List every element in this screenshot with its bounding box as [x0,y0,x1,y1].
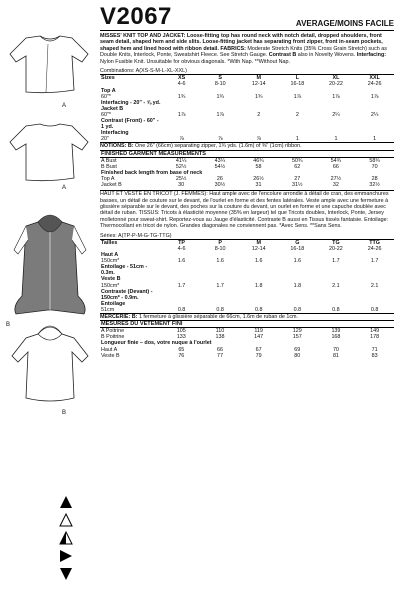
fr-finished-bust-row-label: B Poitrine [101,334,125,341]
drawing-label-b2: B [62,410,67,416]
en-yardage-row-label: 60"* [101,111,112,118]
en-finished-length-row-value: 31 [255,182,262,189]
difficulty-label: AVERAGE/MOINS FACILE [295,19,394,28]
fr-finished-bust-row-label: A Poitrine [101,328,125,335]
fr-size-number: 16-18 [290,245,305,252]
fr-yardage-row-value [317,289,356,301]
en-finished-bust-row-value: 58 [255,163,262,170]
en-yardage-row-value: 1¾ [216,93,224,100]
en-size-letter: L [295,75,300,82]
fr-finished-bust-row-value: 110 [215,328,225,335]
en-yardage-row-value: 1¾ [255,93,263,100]
en-yardage-row-label: Interfacing [101,130,129,137]
fr-yardage-row-value: 1.7 [370,258,379,265]
en-size-number: 20-22 [329,81,343,88]
fr-yardage-row-value: 1.6 [216,258,224,265]
triangle-down-icon [58,566,74,582]
en-yardage-row-value: 2 [257,111,261,118]
fr-yardage-row-label: Haut A [101,252,119,259]
en-finished-length-row-value: 32½ [369,182,380,189]
en-finished-back-title: Finished back length from base of neck [101,169,203,176]
en-size-letter: XS [178,75,186,82]
finished-table-fr [100,328,394,358]
fr-yardage-row-label: Contraste (Devant) - 150cm* - 0.9m. [101,288,153,301]
fr-yardage-row-value [239,289,278,301]
en-yardage-row-value: 1⅞ [370,93,379,100]
fr-size-letter: G [295,239,300,246]
en-yardage-row-value [278,118,317,130]
fr-yardage-row-value: 1.6 [177,258,186,265]
fr-yardage-row-value [317,264,356,276]
fr-yardage-row [100,264,394,276]
fr-finished-bust-row-value: 149 [370,328,380,335]
fr-size-letters-row [100,239,394,246]
fr-size-letter: TTG [369,239,380,246]
fr-yardage-row-value [278,264,317,276]
notions-en-text: One 26" (66cm) separating zipper, 1¾ yds. (1.6m) of ⅜" (1cm) ribbon. [135,143,302,150]
fr-yardage-row-value: 1.6 [293,258,302,265]
interfacing-label: Interfacing: [356,52,387,59]
fr-yardage-row-value: 0.8 [216,306,224,313]
en-finished-length-row-value: 27 [294,175,301,182]
en-finished-length-row-value: 26 [216,175,223,182]
notions-fr-label: MERCERIE: B: [100,313,138,320]
notions-fr [100,313,394,320]
en-yardage-row-value: 2 [295,111,299,118]
finished-measurements-fr-title: MESURES DU VÊTEMENT FINI [100,320,394,328]
line-drawings [0,0,100,600]
en-finished-bust-row-value: 54¾ [330,157,342,164]
en-finished-bust-row-value: 46¾ [253,157,264,164]
en-yardage-row-value: 1 [295,136,299,143]
notions-en [100,142,394,149]
fr-finished-length-row-value: 69 [294,346,301,353]
en-yardage-row-value: 1⅞ [332,93,340,100]
fr-finished-bust-row-value: 133 [176,334,186,341]
en-yardage-row-value: 1¾ [177,93,186,100]
en-finished-length-row-value: 30½ [214,182,226,189]
triangle-half-icon [58,530,74,546]
notions-fr-text: 1 fermeture à glissière séparable de 66cm, 1.6m de ruban de 1cm. [138,313,299,320]
en-finished-length-row-value: 27½ [330,175,342,182]
description-fr: HAUT ET VESTE EN TRICOT (J. FEMMES): Haut ample avec de l'encolure arrondie à détail de cran, des emmanchures basses, un détail de couture sur le devant, de l'ourlet en forme et des fentes latérales. Veste ample avec une fermeture à glissière séparable sur le devant, des poches sur la couture du devant, un ourlet en forme et une capuche doublée avec détail de ruban. TISSUS: Tricots à élasticité moyenne (35% en largeur) tel que Tricots doubles, Interlock, Ponte, Jersey molletonné pour sweat-shirt. Reportez-vous au Jauge d'élasticité. Contraste B aussi en Tissus tissés fantaisie. Entoilage: Thermocollant en tricot de nylon. Grandes diagonales ne conviennent pas. *Avec Sens. **Sans Sens. [100,190,394,229]
en-size-letter: XXL [369,75,380,82]
en-yardage-row-value: 1 [373,136,377,143]
fr-finished-bust-row-value: 138 [215,334,225,341]
en-yardage-row-value [317,118,356,130]
en-yardage-row-value: ⅞ [179,136,184,143]
en-finished-bust-row-value: 70 [371,163,378,170]
contrast-label: Contrast B [268,52,297,59]
fr-finished-length-row-value: 67 [255,346,262,353]
fr-size-number: 12-14 [251,245,266,252]
en-finished-bust-row-value: 58¾ [369,157,380,164]
en-size-letters-row [100,75,394,82]
fr-finished-length-row-value: 71 [371,346,378,353]
en-finished-bust-row-value: 41¼ [175,157,187,164]
en-yardage-row-value: 1⅞ [177,111,186,118]
en-finished-bust-row-value: 52½ [175,163,187,170]
fr-finished-bust-row-value: 119 [254,328,263,335]
en-size-letter: XL [332,75,340,82]
fr-finished-length-row-value: 65 [178,346,185,353]
fr-finished-length-row-value: 80 [294,352,301,359]
en-finished-length-row [100,182,394,188]
triangle-outline-icon [58,512,74,528]
fr-finished-bust-row-value: 178 [370,334,380,341]
en-finished-bust-row-value: 50¾ [291,157,303,164]
fr-yardage-row-value: 0.8 [177,306,186,313]
finished-measurements-en-title: FINISHED GARMENT MEASUREMENTS [100,150,394,158]
en-size-number: 24-26 [367,81,382,88]
fr-yardage-row-value: 0.8 [293,306,302,313]
fr-yardage-row-value [162,289,201,301]
en-size-number: 16-18 [290,81,305,88]
jacket-b-front-drawing [2,210,98,320]
instructions-panel [100,2,394,359]
jacket-b-back-drawing [2,322,98,412]
en-finished-length-row-label: Top A [101,175,115,182]
combinations-fr: Séries: A(TP-P-M-G-TG-TTG) [100,232,172,239]
en-finished-length-row-label: Jacket B [101,182,122,189]
en-yardage-row-value: 2¼ [370,111,379,118]
en-yardage-row-value: 1⅞ [293,93,302,100]
fr-yardage-row-value: 2.1 [332,282,340,289]
fr-size-letter: M [256,239,261,246]
en-finished-length-row-value: 26½ [253,175,264,182]
stretch-gauge-icons [58,494,80,584]
fr-yardage-row-value: 1.6 [254,258,263,265]
en-size-number: 8-10 [214,81,226,88]
description-en-text: MISSES' KNIT TOP AND JACKET: Loose-fitting top has round neck with notch detail, dropped shoulders, front seam detail, shaped hem and side slits. Loose-fitting jacket has separating front zipper, front in-seam pockets, shaped hem and lined hood with ribbon detail. [100,33,383,52]
en-yardage-row-value: 2¼ [332,111,340,118]
en-finished-bust-row-label: A Bust [101,157,117,164]
fr-yardage-row-value [162,264,201,276]
fr-finished-length-row-label: Veste B [101,352,120,359]
en-yardage-row-label: Contrast (Front) - 60" - 1 yd. [101,117,159,131]
yardage-table-en [100,74,394,142]
fr-finished-length-row-value: 76 [178,352,185,359]
en-yardage-row-label: Jacket B [101,105,124,112]
drawing-label-a2: A [62,185,67,191]
en-finished-bust-row-value: 66 [332,163,339,170]
fr-yardage-row-value [355,264,394,276]
fr-finished-length-row-label: Haut A [101,346,118,353]
en-yardage-row-value: ⅞ [256,136,262,143]
en-yardage-row-value: 1⅞ [216,111,224,118]
fr-yardage-row-value: 1.7 [177,282,186,289]
fr-yardage-row-value: 1.7 [332,258,340,265]
en-size-letter: M [256,75,262,82]
fr-size-letter: TG [332,239,340,246]
en-size-number: 4-6 [177,81,186,88]
en-yardage-row-value [201,118,240,130]
en-finished-length-row-value: 28 [371,175,378,182]
drawing-label-a1: A [62,103,67,109]
fr-size-letter: TP [178,239,186,246]
en-yardage-row-label: Interfacing - 20" - ⅝ yd. [101,99,161,106]
en-size-number: 12-14 [251,81,266,88]
en-finished-bust-row-label: B Bust [101,163,117,170]
fr-sizes-label: Tailles [101,239,118,246]
en-sizes-label: Sizes [101,75,115,82]
fr-finished-back-title: Longueur finie – dos, votre nuque à l'ourlet [101,340,212,347]
fr-finished-bust-row-value: 129 [292,328,302,335]
fr-finished-length-row-value: 81 [332,352,339,359]
fabrics-text: Moderate Stretch Knits (35% Cross Grain Stretch) such as Double Knits, Interlock, Ponte, Sweatshirt Fleece. See Stretch Gauge. [100,45,387,59]
contrast-text: also in Novelty Wovens. [297,52,356,59]
interfacing-text: Nylon Fusible Knit. Unsuitable for obvious diagonals. *With Nap. **Without Nap. [100,58,290,65]
fr-finished-length-row-value: 83 [371,352,378,359]
fr-size-number: 4-6 [177,245,186,252]
fr-size-letter: P [218,239,222,246]
fr-yardage-row-value: 0.8 [254,306,263,313]
en-finished-bust-row-value: 54½ [214,163,226,170]
fr-finished-length-row-value: 77 [216,352,223,359]
en-finished-bust-row-value: 62 [294,163,301,170]
fr-yardage-row-value: 1.8 [293,282,302,289]
fr-yardage-row-label: 51cm [101,306,115,313]
en-yardage-row-value: 1 [334,136,338,143]
en-yardage-row [100,118,394,130]
fr-yardage-row-value: 0.8 [332,306,340,313]
fr-finished-bust-row-value: 105 [176,328,186,335]
triangle-up-icon [58,494,74,510]
en-finished-length-row-value: 25½ [175,175,187,182]
page-header [100,2,394,31]
fr-size-number: 8-10 [214,245,226,252]
fr-finished-bust-row-value: 139 [331,328,341,335]
en-yardage-row-value [355,118,394,130]
fr-finished-length-row-value: 66 [216,346,223,353]
fr-yardage-row-value: 1.8 [254,282,263,289]
triangle-right-icon [58,548,74,564]
fr-yardage-row-value [278,289,317,301]
en-yardage-row-label: Top A [101,87,116,94]
en-yardage-row-label: 60"* [101,93,112,100]
fr-yardage-row-label: 150cm* [101,258,120,265]
en-finished-length-row-value: 31½ [291,182,303,189]
fr-finished-length-row-value: 70 [332,346,339,353]
en-size-letter: S [218,75,223,82]
fr-yardage-row-value: 1.7 [216,282,224,289]
fr-yardage-row-value: 2.1 [370,282,379,289]
fr-size-number: 24-26 [367,245,382,252]
top-a-back-drawing [2,118,98,188]
drawing-label-b1: B [6,322,11,328]
en-finished-length-row-value: 32 [332,182,339,189]
fr-yardage-row-value [201,289,240,301]
fr-finished-length-row [100,353,394,359]
fr-yardage-row-value [239,264,278,276]
fr-finished-length-row-value: 79 [255,352,262,359]
fr-yardage-row-label: Veste B [101,276,121,283]
combinations-en: Combinations: A(XS-S-M-L-XL-XXL) [100,68,187,75]
en-yardage-row-value [162,118,201,130]
fr-yardage-row-value [355,289,394,301]
en-yardage-row-value [240,118,279,130]
fr-yardage-row [100,289,394,301]
en-yardage-row-value: ⅞ [217,136,223,143]
fabrics-label: FABRICS: [220,45,246,52]
en-finished-bust-row-value: 43¼ [214,157,226,164]
yardage-table-fr [100,239,394,313]
notions-en-label: NOTIONS: B: [100,143,134,150]
fr-size-number: 20-22 [329,245,343,252]
finished-table-en [100,158,394,188]
fr-yardage-row-label: Entoilage [101,300,126,307]
description-en [100,33,394,65]
top-a-front-drawing [2,30,98,100]
en-finished-length-row-value: 30 [178,182,185,189]
fr-finished-bust-row-value: 147 [254,334,264,341]
fr-yardage-row-value [201,264,240,276]
fr-finished-bust-row-value: 157 [292,334,302,341]
fr-finished-bust-row-value: 168 [331,334,341,341]
en-yardage-row-label: 20" [101,136,109,143]
fr-yardage-row-label: 150cm* [101,282,120,289]
fr-yardage-row-label: Entoilage - 51cm - 0.3m. [101,264,148,277]
fr-yardage-row-value: 0.8 [370,306,379,313]
pattern-code: V2067 [100,3,172,30]
